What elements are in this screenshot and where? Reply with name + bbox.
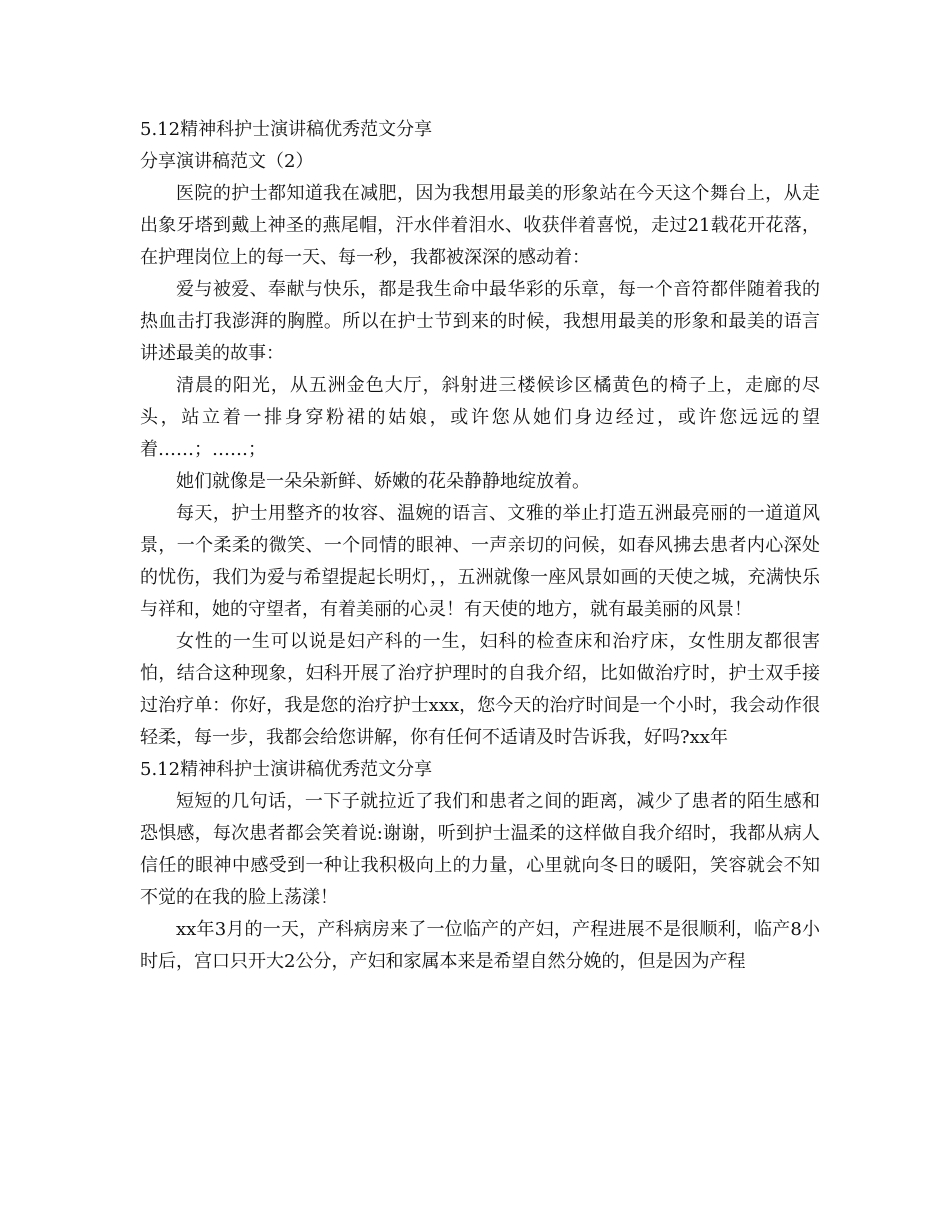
paragraph-2: 爱与被爱、奉献与快乐，都是我生命中最华彩的乐章，每一个音符都伴随着我的热血击打我澎湃的胸膛。所以在护士节到来的时候，我想用最美的形象和最美的语言讲述最美的故事： (140, 279, 820, 364)
paragraph-3: 清晨的阳光，从五洲金色大厅，斜射进三楼候诊区橘黄色的椅子上，走廊的尽头，站立着一排身穿粉裙的姑娘，或许您从她们身边经过，或许您远远的望着……；……； (140, 375, 820, 460)
paragraph-7: 短短的几句话，一下子就拉近了我们和患者之间的距离，减少了患者的陌生感和恐惧感，每次患者都会笑着说:谢谢，听到护士温柔的这样做自我介绍时，我都从病人信任的眼神中感受到一种让我积极向上的力量，心里就向冬日的暖阳，笑容就会不知不觉的在我的脸上荡漾！ (140, 791, 820, 908)
paragraph-6: 女性的一生可以说是妇产科的一生，妇科的检查床和治疗床，女性朋友都很害怕，结合这种现象，妇科开展了治疗护理时的自我介绍，比如做治疗时，护士双手接过治疗单：你好，我是您的治疗护士xxx，您今天的治疗时间是一个小时，我会动作很轻柔，每一步，我都会给您讲解，你有任何不适请及时告诉我，好吗?xx年 (140, 631, 820, 748)
repeat-heading: 5.12精神科护士演讲稿优秀范文分享 (140, 759, 433, 780)
document-body (140, 114, 820, 978)
paragraph-4: 她们就像是一朵朵新鲜、娇嫩的花朵静静地绽放着。 (176, 471, 590, 492)
paragraph-8: xx年3月的一天，产科病房来了一位临产的产妇，产程进展不是很顺利，临产8小时后，宫口只开大2公分，产妇和家属本来是希望自然分娩的，但是因为产程 (140, 919, 820, 972)
paragraph-1: 医院的护士都知道我在减肥，因为我想用最美的形象站在今天这个舞台上，从走出象牙塔到戴上神圣的燕尾帽，汗水伴着泪水、收获伴着喜悦，走过21载花开花落，在护理岗位上的每一天、每一秒，我都被深深的感动着： (140, 183, 820, 268)
document-subheading: 分享演讲稿范文（2） (140, 151, 314, 172)
paragraph-5: 每天，护士用整齐的妆容、温婉的语言、文雅的举止打造五洲最亮丽的一道道风景，一个柔柔的微笑、一个同情的眼神、一声亲切的问候，如春风拂去患者内心深处的忧伤，我们为爱与希望提起长明灯，，五洲就像一座风景如画的天使之城，充满快乐与祥和，她的守望者，有着美丽的心灵！有天使的地方，就有最美丽的风景！ (140, 503, 820, 620)
document-heading: 5.12精神科护士演讲稿优秀范文分享 (140, 119, 433, 140)
